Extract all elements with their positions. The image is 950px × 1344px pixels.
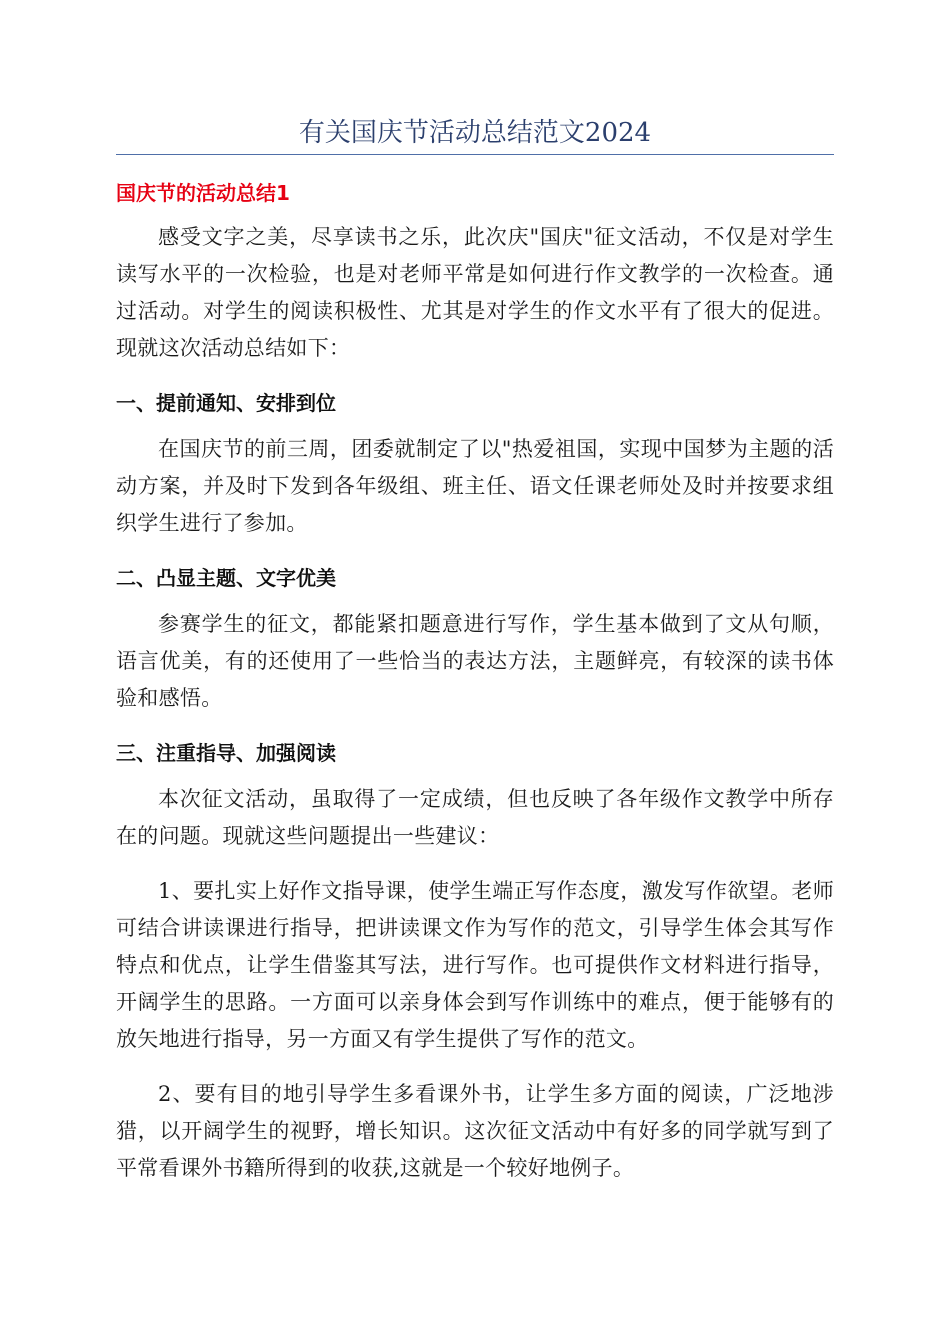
suggestion-1: 1、要扎实上好作文指导课，使学生端正写作态度，激发写作欲望。老师可结合讲读课进行指导，把讲读课文作为写作的范文，引导学生体会其写作特点和优点，让学生借鉴其写法，进行写作。也可提供作文材料进行指导，开阔学生的思路。一方面可以亲身体会到写作训练中的难点，便于能够有的放矢地进行指导，另一方面又有学生提供了写作的范文。 xyxy=(116,879,834,1051)
section-title: 国庆节的活动总结1 xyxy=(116,181,290,205)
paragraph-2: 参赛学生的征文，都能紧扣题意进行写作，学生基本做到了文从句顺，语言优美，有的还使用了一些恰当的表达方法，主题鲜亮，有较深的读书体验和感悟。 xyxy=(116,612,834,710)
heading-3: 三、注重指导、加强阅读 xyxy=(116,741,336,765)
document-body xyxy=(116,175,834,1205)
document-title: 有关国庆节活动总结范文2024 xyxy=(298,118,652,148)
suggestion-2: 2、要有目的地引导学生多看课外书，让学生多方面的阅读，广泛地涉猎，以开阔学生的视野，增长知识。这次征文活动中有好多的同学就写到了平常看课外书籍所得到的收获,这就是一个较好地例子。 xyxy=(116,1082,834,1180)
paragraph-3: 本次征文活动，虽取得了一定成绩，但也反映了各年级作文教学中所存在的问题。现就这些问题提出一些建议： xyxy=(116,787,834,848)
paragraph-1: 在国庆节的前三周，团委就制定了以"热爱祖国，实现中国梦为主题的活动方案，并及时下发到各年级组、班主任、语文任课老师处及时并按要求组织学生进行了参加。 xyxy=(116,437,834,535)
heading-2: 二、凸显主题、文字优美 xyxy=(116,566,336,590)
title-divider xyxy=(116,154,834,155)
heading-1: 一、提前通知、安排到位 xyxy=(116,391,336,415)
intro-paragraph: 感受文字之美，尽享读书之乐，此次庆"国庆"征文活动，不仅是对学生读写水平的一次检验，也是对老师平常是如何进行作文教学的一次检查。通过活动。对学生的阅读积极性、尤其是对学生的作文水平有了很大的促进。现就这次活动总结如下： xyxy=(116,225,834,360)
